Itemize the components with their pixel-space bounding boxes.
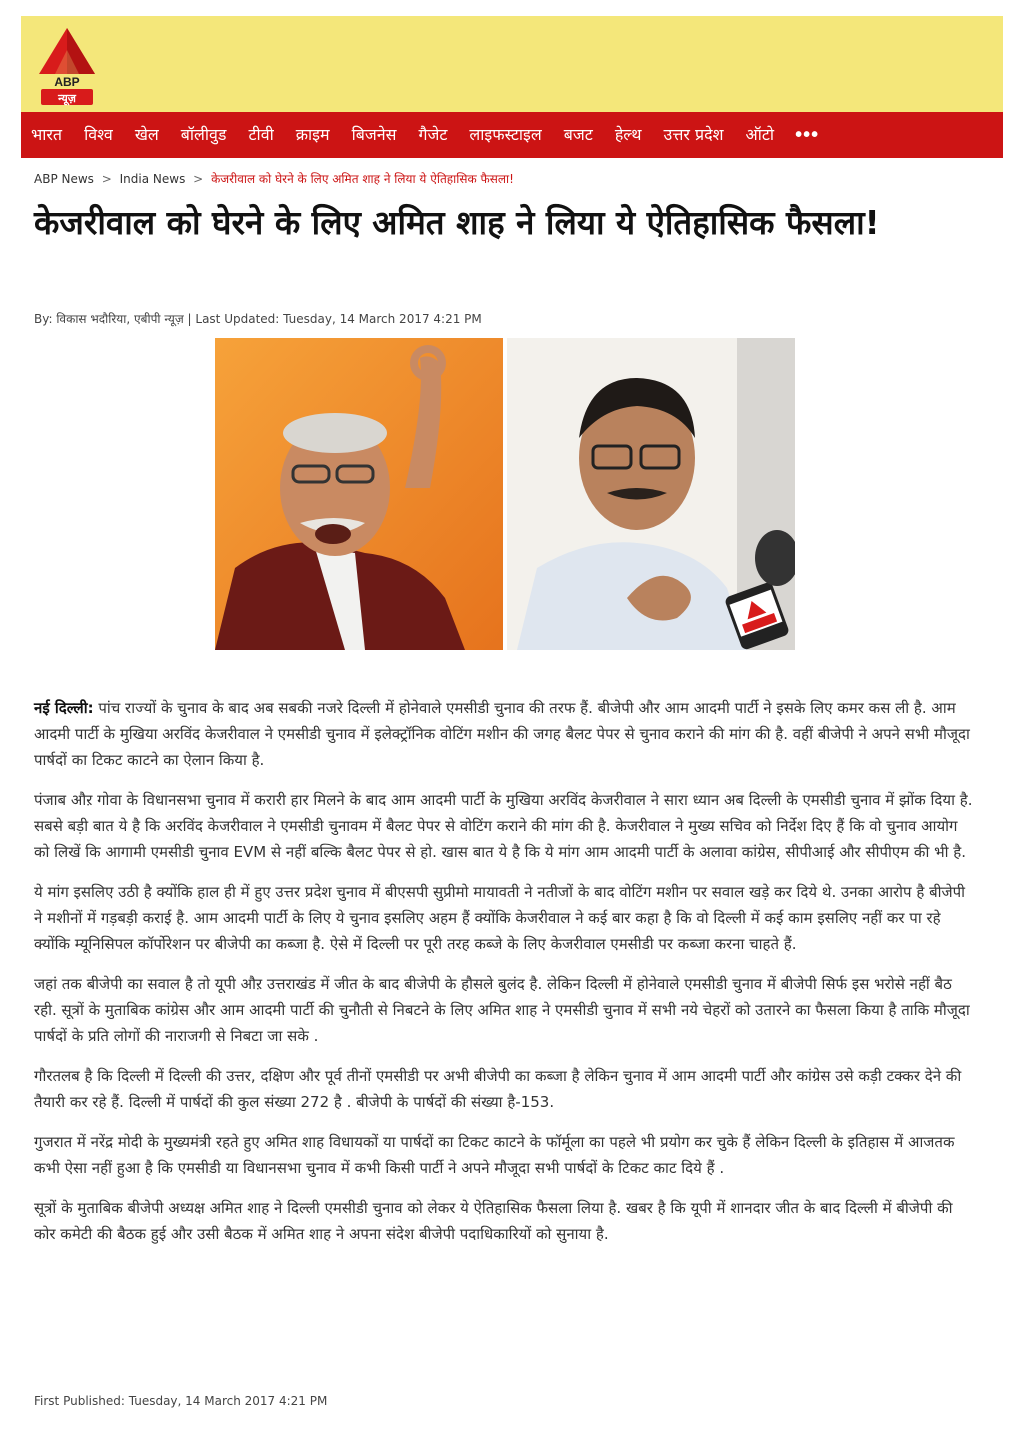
- article-paragraph-text: पांच राज्यों के चुनाव के बाद अब सबकी नजरे दिल्ली में होनेवाले एमसीडी चुनाव की तरफ हैं. बीजेपी और आम आदमी पार्टी ने इसके लिए कमर कस ली है. आम आदमी पार्टी के मुखिया अरविंद केजरीवाल ने एमसीडी चुनाव में इलेक्ट्रॉनिक वोटिंग मशीन की जगह बैलट पेपर से चुनाव कराने की मांग की है. वहीं बीजेपी ने अपने सभी मौजूदा पार्षदों का टिकट काटने का ऐलान किया है.: [34, 699, 970, 769]
- nav-item[interactable]: लाइफस्टाइल: [469, 125, 542, 144]
- logo-text-bottom: न्यूज़: [58, 92, 76, 105]
- nav-item[interactable]: ऑटो: [745, 125, 775, 144]
- arvind-kejriwal-photo: [507, 338, 795, 650]
- article-paragraph: सूत्रों के मुताबिक बीजेपी अध्यक्ष अमित शाह ने दिल्ली एमसीडी चुनाव को लेकर ये ऐतिहासिक फैसला लिया है. खबर है कि यूपी में शानदार जीत के बाद दिल्ली में बीजेपी की कोर कमेटी की बैठक हुई और उसी बैठक में अमित शाह ने अपना संदेश बीजेपी पदाधिकारियों को सुनाया है.: [34, 1199, 953, 1243]
- more-menu-icon[interactable]: •••: [795, 123, 820, 146]
- article-paragraph: ये मांग इसलिए उठी है क्योंकि हाल ही में हुए उत्तर प्रदेश चुनाव में बीएसपी सुप्रीमो मायावती ने नतीजों के बाद वोटिंग मशीन पर सवाल खड़े कर दिये थे. उनका आरोप है बीजेपी ने मशीनों में गड़बड़ी कराई है. आम आदमी पार्टी के लिए ये चुनाव इसलिए अहम हैं क्योंकि केजरीवाल ने कई बार कहा है कि वो दिल्ली में कई काम इसलिए नहीं कर पा रहे क्योंकि म्यूनिसिपल कॉर्पोरेशन पर बीजेपी का कब्जा है. ऐसे में दिल्ली पर पूरी तरह कब्जे के लिए केजरीवाल एमसीडी पर कब्जा करना चाहते हैं.: [34, 883, 966, 953]
- nav-item[interactable]: बजट: [563, 125, 593, 144]
- masthead: [21, 16, 1003, 112]
- breadcrumb-section[interactable]: India News: [119, 172, 186, 186]
- article-paragraph: जहां तक बीजेपी का सवाल है तो यूपी औऱ उत्तराखंड में जीत के बाद बीजेपी के हौसले बुलंद है. लेकिन दिल्ली में होनेवाले एमसीडी चुनाव में बीजेपी सिर्फ इस भरोसे नहीं बैठ रही. सूत्रों के मुताबिक कांग्रेस और आम आदमी पार्टी की चुनौती से निबटने के लिए अमित शाह ने एमसीडी चुनाव में सभी नये चेहरों को उतारने का फैसला किया है ताकि मौजूदा पार्षदों के प्रति लोगों की नाराजगी से निबटा जा सके .: [34, 975, 970, 1045]
- nav-item[interactable]: क्राइम: [295, 125, 330, 144]
- main-navigation: [21, 112, 1003, 158]
- nav-item[interactable]: बॉलीवुड: [180, 125, 227, 144]
- nav-item[interactable]: टीवी: [248, 125, 274, 144]
- amit-shah-photo: [215, 338, 503, 650]
- breadcrumb-separator: >: [193, 172, 204, 186]
- article-headline: केजरीवाल को घेरने के लिए अमित शाह ने लिया ये ऐतिहासिक फैसला!: [34, 203, 880, 242]
- logo-text-top: ABP: [54, 75, 80, 89]
- article-paragraph: पंजाब औऱ गोवा के विधानसभा चुनाव में करारी हार मिलने के बाद आम आदमी पार्टी के मुखिया अरविंद केजरीवाल ने सारा ध्यान अब दिल्ली के एमसीडी चुनाव में झोंक दिया है. सबसे बड़ी बात ये है कि अरविंद केजरीवाल ने एमसीडी चुनावम में बैलट पेपर से वोटिंग कराने की मांग की है. केजरीवाल ने मुख्य सचिव को निर्देश दिए हैं कि वो चुनाव आयोग को लिखें कि आगामी एमसीडी चुनाव EVM से नहीं बल्कि बैलट पेपर से हो. खास बात ये है कि ये मांग आम आदमी पार्टी के अलावा कांग्रेस, सीपीआई और सीपीएम की भी है.: [34, 791, 973, 861]
- article-paragraph: गुजरात में नरेंद्र मोदी के मुख्यमंत्री रहते हुए अमित शाह विधायकों या पार्षदों का टिकट काटने के फॉर्मूला का पहले भी प्रयोग कर चुके हैं लेकिन दिल्ली के इतिहास में आजतक कभी ऐसा नहीं हुआ है कि एमसीडी या विधानसभा चुनाव में कभी किसी पार्टी ने अपने मौजूदा सभी पार्षदों के टिकट काट दिये हैं .: [34, 1133, 955, 1177]
- breadcrumb-current[interactable]: केजरीवाल को घेरने के लिए अमित शाह ने लिया ये ऐतिहासिक फैसला!: [211, 172, 514, 186]
- nav-item[interactable]: हेल्थ: [614, 125, 642, 144]
- article-hero-image: [215, 338, 795, 650]
- article-paragraph: गौरतलब है कि दिल्ली में दिल्ली की उत्तर, दक्षिण और पूर्व तीनों एमसीडी पर अभी बीजेपी का कब्जा है लेकिन चुनाव में आम आदमी पार्टी और कांग्रेस उसे कड़ी टक्कर देने की तैयारी कर रहे हैं. दिल्ली में पार्षदों की कुल संख्या 272 है . बीजेपी के पार्षदों की संख्या है-153.: [34, 1067, 962, 1111]
- article-paragraph: [34, 695, 974, 773]
- nav-item[interactable]: उत्तर प्रदेश: [663, 125, 724, 144]
- article-dateline: नई दिल्ली:: [34, 699, 94, 717]
- breadcrumb-separator: >: [101, 172, 112, 186]
- nav-item[interactable]: विश्व: [84, 125, 113, 144]
- nav-item[interactable]: भारत: [31, 125, 63, 144]
- nav-item[interactable]: गैजेट: [418, 125, 448, 144]
- nav-item[interactable]: बिजनेस: [351, 125, 397, 144]
- article-body: [34, 695, 974, 1261]
- first-published: First Published: Tuesday, 14 March 2017 4:21 PM: [34, 1394, 328, 1408]
- abp-news-logo[interactable]: [35, 22, 99, 106]
- article-byline: By: विकास भदौरिया, एबीपी न्यूज़ | Last Updated: Tuesday, 14 March 2017 4:21 PM: [34, 312, 482, 326]
- breadcrumb-home[interactable]: ABP News: [34, 172, 94, 186]
- nav-item[interactable]: खेल: [134, 125, 159, 144]
- breadcrumb: [34, 170, 514, 187]
